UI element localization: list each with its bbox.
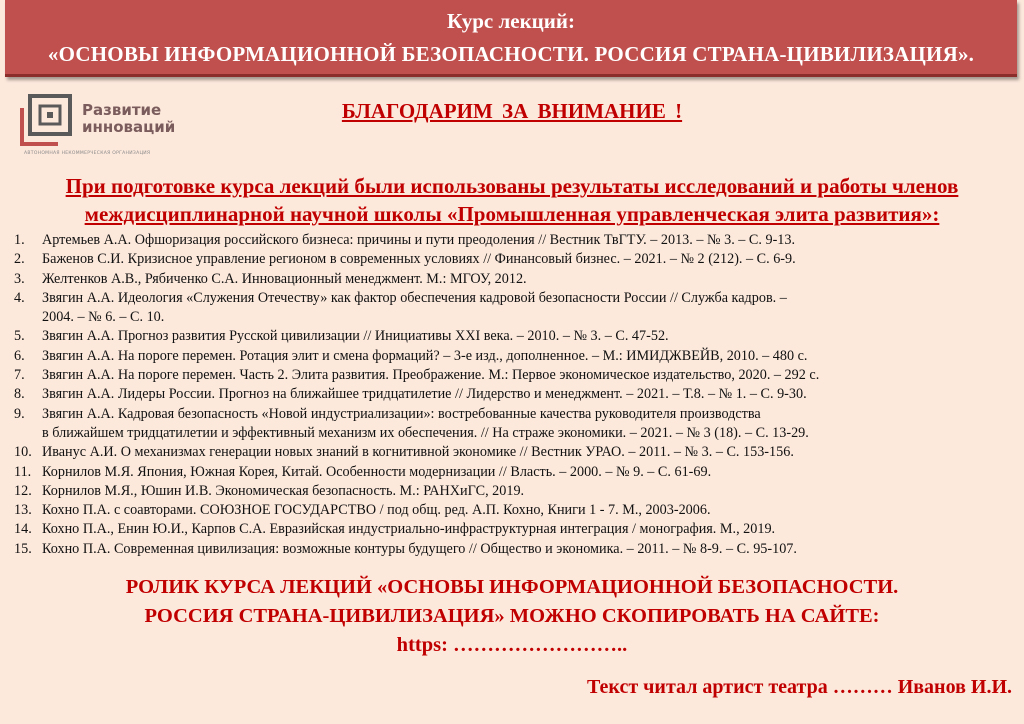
reference-text: Кохно П.А. Современная цивилизация: возможные контуры будущего // Общество и экономика. – 2011. – № 8-9. – С. 95-107.: [42, 540, 797, 557]
reference-item: [14, 520, 1014, 539]
reference-text: Звягин А.А. Лидеры России. Прогноз на ближайшее тридцатилетие // Лидерство и менеджмент. – 2021. – Т.8. – № 1. – С. 9-30.: [42, 386, 807, 403]
course-label: Курс лекций:: [447, 9, 575, 33]
reference-text: Желтенков А.В., Рябиченко С.А. Инновационный менеджмент. М.: МГОУ, 2012.: [42, 270, 527, 287]
reference-text: Корнилов М.Я., Юшин И.В. Экономическая безопасность. М.: РАНХиГС, 2019.: [42, 482, 525, 499]
reference-item: [14, 231, 1014, 250]
reference-number: 4.: [14, 289, 25, 306]
reference-text: Звягин А.А. На пороге перемен. Часть 2. Элита развития. Преображение. М.: Первое экономическое издательство, 2020. – 292 с.: [42, 367, 820, 384]
reader-credit: Текст читал артист театра ……… Иванов И.И.: [586, 676, 1012, 698]
intro-line1: При подготовке курса лекций были использованы результаты исследований и работы членов: [65, 174, 959, 198]
header-banner: [5, 0, 1017, 77]
reference-item: [14, 540, 1014, 559]
reference-number: 5.: [14, 328, 25, 345]
reference-number: 9.: [14, 405, 25, 422]
video-notice: [0, 573, 1024, 631]
logo-text-line2: инноваций: [82, 118, 176, 136]
reference-number: 1.: [14, 232, 25, 248]
reference-text: Баженов С.И. Кризисное управление регионом в современных условиях // Финансовый бизнес. – 2021. – № 2 (212). – С. 6-9.: [42, 251, 796, 268]
site-url: https: ……………………..: [396, 634, 628, 656]
reference-item: [14, 443, 1014, 462]
reference-item: [14, 405, 1014, 444]
thanks-heading: БЛАГОДАРИМ ЗА ВНИМАНИЕ !: [341, 99, 683, 123]
course-title: «ОСНОВЫ ИНФОРМАЦИОННОЙ БЕЗОПАСНОСТИ. РОССИЯ СТРАНА-ЦИВИЛИЗАЦИЯ».: [47, 42, 975, 66]
references-list: [14, 231, 1014, 559]
reference-item: [14, 482, 1014, 501]
reference-number: 10.: [14, 444, 32, 461]
intro-line2: междисциплинарной научной школы «Промышленная управленческая элита развития»:: [84, 202, 940, 226]
reference-text: Звягин А.А. На пороге перемен. Ротация элит и смена формаций? – 3-е изд., дополненное. – М.: ИМИДЖВЕЙВ, 2010. – 480 с.: [42, 347, 808, 364]
reference-number: 12.: [14, 482, 32, 499]
video-notice-line1: РОЛИК КУРСА ЛЕКЦИЙ «ОСНОВЫ ИНФОРМАЦИОННОЙ БЕЗОПАСНОСТИ.: [125, 576, 899, 598]
reference-number: 11.: [14, 463, 32, 480]
logo-text-line1: Развитие: [82, 101, 162, 119]
reference-text: Корнилов М.Я. Япония, Южная Корея, Китай. Особенности модернизации // Власть. – 2000. – № 9. – С. 61-69.: [42, 463, 712, 480]
reference-item: [14, 385, 1014, 404]
reference-item: [14, 270, 1014, 289]
reference-text: Кохно П.А., Енин Ю.И., Карпов С.А. Евразийская индустриально-инфраструктурная интеграция / монография. М., 2019.: [42, 521, 776, 538]
logo-subtitle: АВТОНОМНАЯ НЕКОММЕРЧЕСКАЯ ОРГАНИЗАЦИЯ: [24, 151, 151, 156]
reference-number: 15.: [14, 540, 32, 557]
reference-text: Артемьев А.А. Офшоризация российского бизнеса: причины и пути преодоления // Вестник ТвГТУ. – 2013. – № 3. – С. 9-13.: [42, 232, 796, 248]
reference-item: [14, 463, 1014, 482]
reference-number: 13.: [14, 502, 32, 519]
reference-text: Кохно П.А. с соавторами. СОЮЗНОЕ ГОСУДАРСТВО / под общ. ред. А.П. Кохно, Книги 1 - 7. М., 2003-2006.: [42, 502, 711, 519]
reference-item: [14, 289, 1014, 328]
reference-text: Иванус А.И. О механизмах генерации новых знаний в когнитивной экономике // Вестник УРАО. – 2011. – № 3. – С. 153-156.: [42, 444, 794, 461]
intro-text: [0, 172, 1024, 228]
reference-number: 14.: [14, 521, 32, 538]
reference-text: Звягин А.А. Идеология «Служения Отечеству» как фактор обеспечения кадровой безопасности России // Служба кадров. – 2004. – № 6. – С. 10.: [42, 289, 787, 326]
reference-item: [14, 327, 1014, 346]
video-notice-line2: РОССИЯ СТРАНА-ЦИВИЛИЗАЦИЯ» МОЖНО СКОПИРОВАТЬ НА САЙТЕ:: [144, 605, 880, 627]
reference-number: 7.: [14, 367, 25, 384]
reference-number: 6.: [14, 347, 25, 364]
reference-item: [14, 250, 1014, 269]
reference-text: Звягин А.А. Прогноз развития Русской цивилизации // Инициативы XXI века. – 2010. – № 3. – С. 47-52.: [42, 328, 669, 345]
reference-number: 8.: [14, 386, 25, 403]
reference-text: Звягин А.А. Кадровая безопасность «Новой индустриализации»: востребованные качества руководителя производства в ближайшем тридцатилетии и эффективный механизм их обеспечения. // На страже экономики. – 2021. – № 3 (18). – С. 13-29.: [42, 405, 809, 441]
reference-number: 3.: [14, 270, 25, 287]
reference-number: 2.: [14, 251, 25, 268]
reference-item: [14, 366, 1014, 385]
reference-item: [14, 501, 1014, 520]
reference-item: [14, 347, 1014, 366]
